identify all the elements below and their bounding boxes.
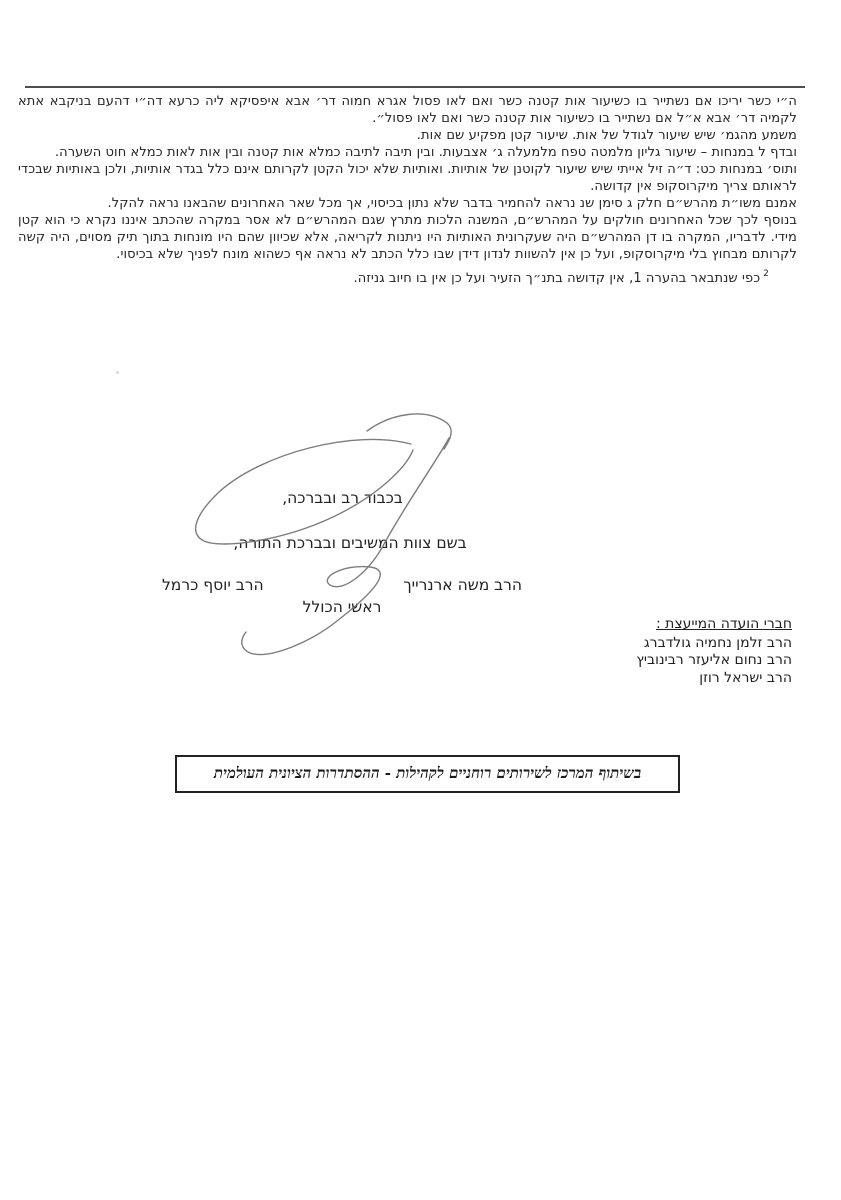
- closing-salutation: בכבוד רב ובברכה,: [282, 489, 403, 507]
- signers-role: ראשי הכולל: [302, 598, 382, 616]
- committee-title: חברי הועדה המייעצת :: [655, 616, 792, 632]
- footnote-paragraphs: [18, 93, 797, 263]
- signer-name-carmel: הרב יוסף כרמל: [162, 576, 264, 594]
- committee-members-item: הרב זלמן נחמיה גולדברג: [643, 634, 792, 651]
- signer-name-ehrenreich: הרב משה ארנרייך: [403, 576, 522, 594]
- signers-row: [162, 576, 522, 594]
- committee-members: [636, 635, 792, 688]
- footnote-paragraphs-item: בנוסף לכך שכל האחרונים חולקים על המהרש״ם, המשנה הלכות מתרץ שגם המהרש״ם לא אסר במקרה שהכתב איננו נקרא כי הוא קטן מידי. לדבריו, המקרה בו דן המהרש״ם היה שעקרונית האותיות היו ניתנות לקריאה, אלא שכיוון שהם היו מונחות בתוך תיק מסוים, היה קשה לקרותם מבחוץ בלי מיקרוסקופ, ועל כן אין להשוות לנדון דידן שבו כלל הכתב לא נראה אף כשהוא מונח לפניך שלא בכיסוי.: [18, 213, 797, 262]
- footnote-paragraphs-item: ובדף ל במנחות – שיעור גליון מלמטה טפח מלמעלה ג׳ אצבעות. ובין תיבה לתיבה כמלא אות קטנה ובין אות לאות כמלא חוט השערה.: [54, 145, 797, 160]
- scan-speck: [116, 371, 119, 374]
- footnote-2: [18, 266, 797, 287]
- footnote-paragraphs-item: אמנם משו״ת מהרש״ם חלק ג סימן שנ נראה להחמיר בדבר שלא נתון בכיסוי, אך מכל שאר האחרונים שהבאנו נראה להקל.: [107, 196, 797, 211]
- footnote-paragraphs-item: משמע מהגמ׳ שיש שיעור לגודל של אות. שיעור קטן מפקיע שם אות.: [416, 128, 797, 143]
- footnote-2-marker: 2: [763, 269, 769, 279]
- committee-members-item: הרב נחום אליעזר רבינוביץ: [636, 652, 792, 668]
- footnote-text-block: [18, 93, 797, 287]
- footnote-paragraphs-item: ותוס׳ במנחות כט: ד״ה זיל אייתי שיש שיעור לקוטנן של אותיות. ואותיות שלא יכול הקטן לקרותם אינם כלל בגדר אותיות, ולכן באותיות שבכדי לראותם צריך מיקרוסקופ אין קדושה.: [18, 162, 797, 194]
- footnote-2-text: כפי שנתבאר בהערה 1, אין קדושה בתנ״ך הזעיר ועל כן אין בו חיוב גניזה.: [353, 271, 761, 286]
- footnote-paragraphs-item: ה״י כשר יריכו אם נשתייר בו כשיעור אות קטנה כשר ואם לאו פסול אגרא חמוה דר׳ אבא איפסיקא ליה כרעא דה״י דהעם בניקבא אתא לקמיה דר׳ אבא א״ל אם נשתייר בו כשיעור אות קטנה כשר ואם לאו פסול״.: [18, 94, 797, 126]
- closing-on-behalf: בשם צוות המשיבים ובברכת התורה,: [233, 534, 467, 552]
- footnote-separator-rule: [25, 86, 805, 88]
- advisory-committee-block: [636, 616, 792, 687]
- committee-members-item: הרב ישראל רוזן: [699, 669, 792, 686]
- partnership-footer-box: בשיתוף המרכז לשירותים רוחניים לקהילות - ההסתדרות הציונית העולמית: [175, 755, 680, 793]
